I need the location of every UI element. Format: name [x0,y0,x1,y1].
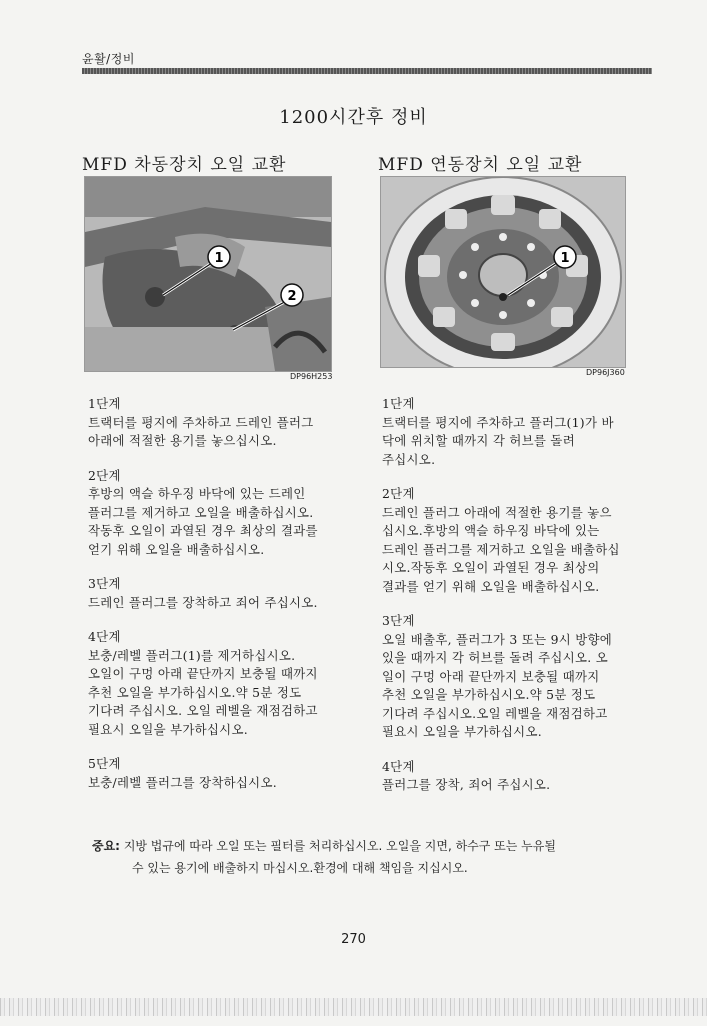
right-step-2 [382,485,657,596]
scan-artifact-band [0,998,707,1016]
right-figure-code: DP96J360 [586,368,625,377]
step-text: 보충/레벨 플러그(1)를 제거하십시오. 오일이 구멍 아래 끝단까지 보충될 때까지 추천 오일을 부가하십시오.약 5분 정도 기다려 주십시오. 오일 레벨을 재점검하고 필요시 오일을 부가하십시오. [88,647,318,737]
callout-2-label: 2 [287,289,297,304]
page-number: 270 [341,932,366,947]
important-label: 중요: [92,839,120,853]
left-step-4 [88,628,358,739]
left-figure-code: DP96H253 [290,372,333,381]
left-step-3 [88,575,358,612]
right-section-title: MFD 연동장치 오일 교환 [378,155,583,175]
important-line-2: 수 있는 용기에 배출하지 마십시오.환경에 대해 책임을 지십시오. [132,861,468,875]
right-steps [382,395,657,811]
step-title: 4단계 [88,629,121,644]
step-title: 1단계 [88,396,121,411]
step-title: 4단계 [382,758,415,774]
left-step-1 [88,395,358,451]
step-title: 2단계 [88,467,121,483]
step-title: 1단계 [382,396,415,411]
step-title: 3단계 [88,576,121,591]
left-step-5 [88,755,358,792]
right-step-3 [382,612,657,742]
step-text: 후방의 액슬 하우징 바닥에 있는 드레인 플러그를 제거하고 오일을 배출하십시오. 작동후 오일이 과열된 경우 최상의 결과를 얻기 위해 오일을 배출하십시오. [88,486,318,557]
step-title: 2단계 [382,486,415,501]
step-title: 3단계 [382,613,415,628]
differential-illustration [85,177,331,371]
step-title: 5단계 [88,756,121,771]
right-step-1 [382,395,657,469]
important-line-1: 지방 법규에 따라 오일 또는 필터를 처리하십시오. 오일을 지면, 하수구 또는 누유될 [123,839,556,853]
left-section-title: MFD 차동장치 오일 교환 [82,155,287,175]
important-note [92,835,652,879]
step-text: 보충/레벨 플러그를 장착하십시오. [88,774,277,790]
left-step-2 [88,467,358,560]
header-rule [82,68,652,74]
step-text: 트랙터를 평지에 주차하고 드레인 플러그 아래에 적절한 용기를 놓으십시오. [88,414,314,448]
page-title: 1200시간후 정비 [279,107,428,128]
step-text: 오일 배출후, 플러그가 3 또는 9시 방향에 있을 때까지 각 허브를 돌려 주십시오. 오 일이 구멍 아래 끝단까지 보충될 때까지 추천 오일을 부가하십시오.약 5분 정도 기다려 주십시오.오일 레벨을 재점검하고 필요시 오일을 부가하십시오. [382,631,613,739]
differential-photo [84,176,332,372]
callout-1-label: 1 [214,251,224,266]
step-text: 드레인 플러그 아래에 적절한 용기를 놓으 십시오.후방의 액슬 하우징 바닥에 있는 드레인 플러그를 제거하고 오일을 배출하십 시오.작동후 오일이 과열된 경우 최상의 결과를 얻기 위해 오일을 배출하십시오. [382,504,620,594]
right-step-4 [382,758,657,795]
step-text: 플러그를 장착, 죄어 주십시오. [382,777,551,792]
header-section-label: 윤활/정비 [82,52,135,66]
wheel-hub-illustration [381,177,625,367]
step-text: 드레인 플러그를 장착하고 죄어 주십시오. [88,594,318,610]
wheel-hub-photo [380,176,626,368]
left-steps [88,395,358,808]
callout-1-label: 1 [560,251,570,266]
step-text: 트랙터를 평지에 주차하고 플러그(1)가 바 닥에 위치할 때까지 각 허브를 돌려 주십시오. [382,414,614,467]
